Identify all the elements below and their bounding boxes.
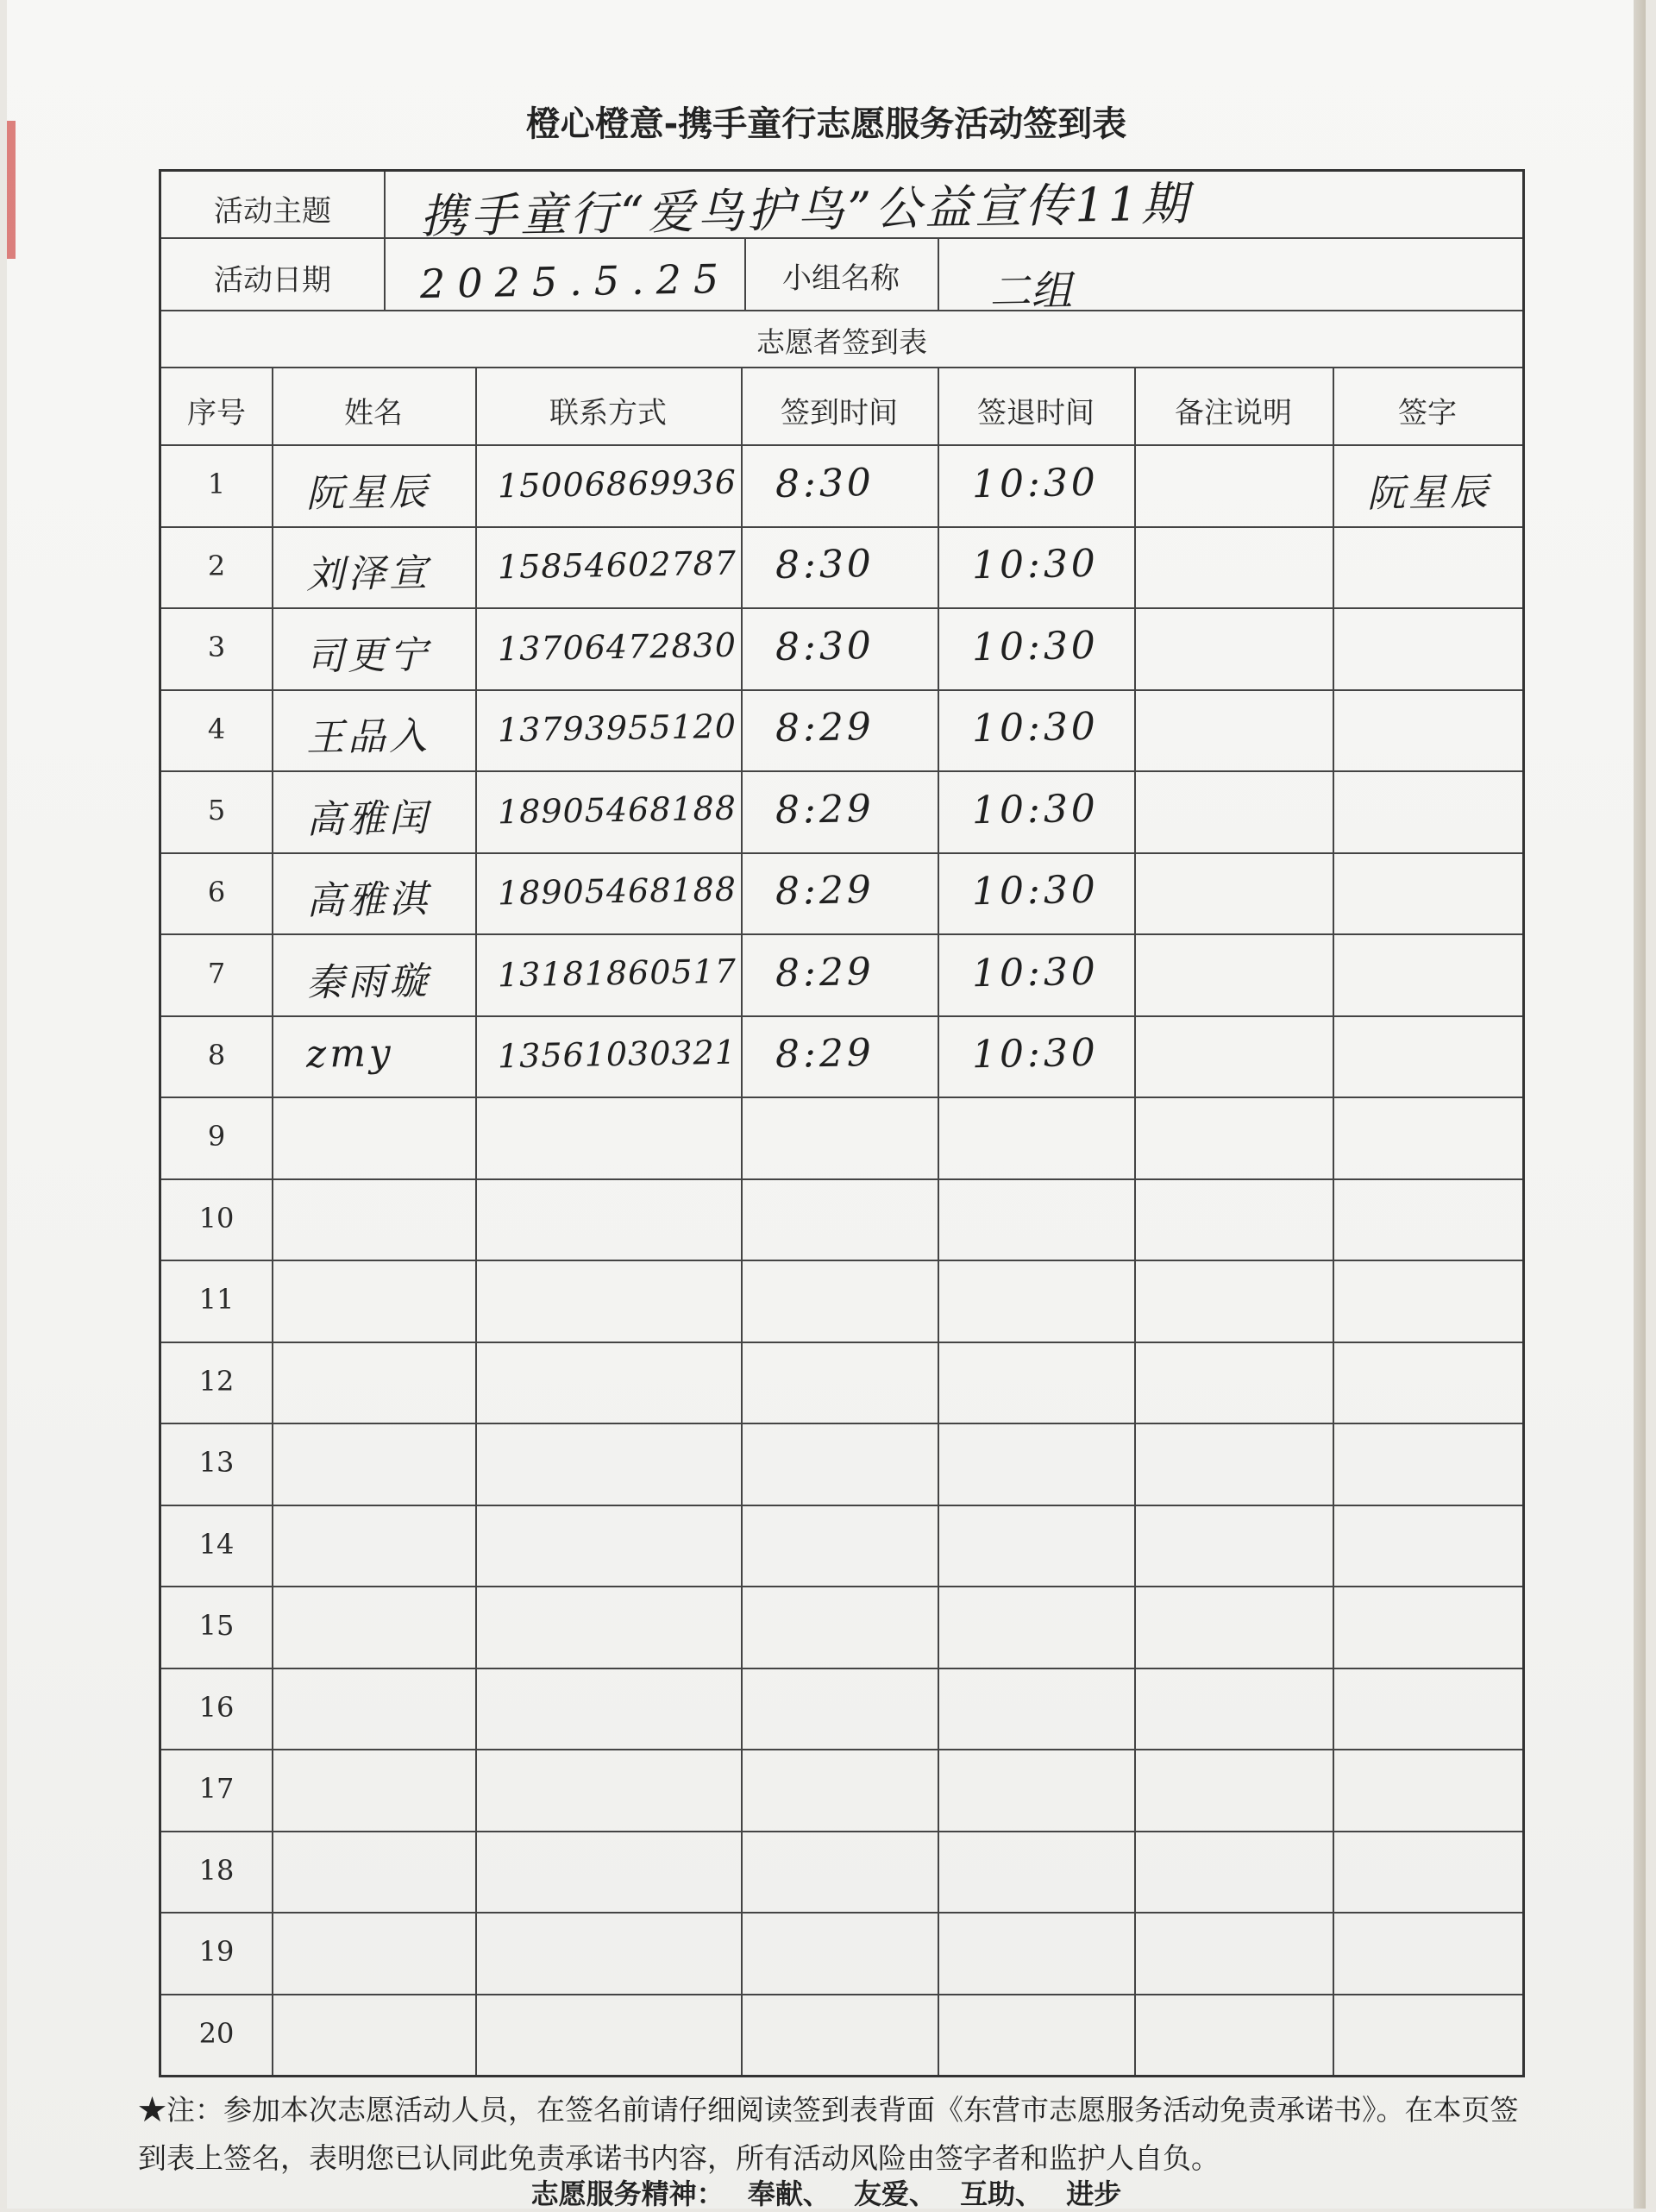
- row-number: 6: [207, 875, 226, 908]
- row-number: 16: [198, 1690, 235, 1724]
- col-divider: [938, 367, 939, 2075]
- date-value: 2025.5.25: [419, 255, 731, 308]
- check-out-time: 10:30: [971, 949, 1100, 996]
- row-number: 20: [198, 2016, 235, 2050]
- row-divider: [161, 444, 1522, 446]
- row-number: 3: [207, 631, 226, 664]
- col-divider: [938, 237, 939, 310]
- row-divider: [161, 1097, 1522, 1098]
- column-header: 备注说明: [1175, 396, 1292, 430]
- check-in-time: 8:30: [775, 460, 875, 506]
- row-number: 12: [198, 1364, 235, 1398]
- row-number: 10: [198, 1201, 235, 1235]
- row-divider: [161, 607, 1522, 609]
- row-divider: [161, 1749, 1522, 1750]
- check-in-time: 8:29: [775, 705, 875, 751]
- row-divider: [161, 1342, 1522, 1343]
- row-divider: [161, 1912, 1522, 1914]
- row-divider: [161, 1994, 1522, 1995]
- row-number: 7: [207, 957, 226, 990]
- col-divider: [1333, 367, 1334, 2075]
- row-number: 5: [207, 794, 226, 827]
- volunteer-name: zmy: [305, 1031, 395, 1078]
- column-header: 签退时间: [977, 396, 1095, 430]
- check-in-time: 8:29: [775, 868, 875, 914]
- col-divider: [384, 172, 386, 310]
- sign-in-table: [159, 169, 1525, 2077]
- volunteer-phone: 15854602787: [497, 544, 737, 587]
- row-divider: [161, 1423, 1522, 1424]
- col-divider: [272, 367, 273, 2075]
- volunteer-phone: 13561030321: [497, 1033, 737, 1076]
- volunteer-phone: 13793955120: [497, 707, 737, 750]
- check-in-time: 8:30: [775, 542, 875, 588]
- volunteer-phone: 18905468188: [497, 870, 737, 913]
- volunteer-name: 阮星辰: [305, 469, 431, 517]
- volunteer-name: 高雅闰: [305, 795, 431, 843]
- check-out-time: 10:30: [971, 868, 1100, 914]
- volunteer-name: 司更宁: [305, 632, 431, 680]
- spirit-item: 互助、: [960, 2177, 1044, 2210]
- col-divider: [475, 367, 477, 2075]
- signature: 阮星辰: [1366, 469, 1492, 517]
- sheet-title: 橙心橙意-携手童行志愿服务活动签到表: [525, 104, 1127, 144]
- spirit-item: 奉献、: [747, 2177, 831, 2210]
- check-in-time: 8:29: [775, 1031, 875, 1078]
- group-label: 小组名称: [782, 261, 900, 296]
- row-number: 17: [198, 1772, 235, 1806]
- check-out-time: 10:30: [971, 623, 1100, 670]
- section-title: 志愿者签到表: [756, 325, 927, 359]
- row-number: 11: [198, 1283, 235, 1317]
- row-divider: [161, 1668, 1522, 1669]
- row-divider: [161, 1260, 1522, 1261]
- row-number: 9: [207, 1120, 226, 1153]
- spirit-label: 志愿服务精神：: [530, 2177, 724, 2210]
- volunteer-name: 秦雨璇: [305, 958, 431, 1006]
- volunteer-phone: 13706472830: [497, 625, 737, 669]
- row-number: 2: [207, 549, 226, 582]
- row-divider: [161, 310, 1522, 311]
- volunteer-name: 高雅淇: [305, 877, 431, 924]
- check-out-time: 10:30: [971, 786, 1100, 833]
- row-divider: [161, 1505, 1522, 1506]
- check-in-time: 8:29: [775, 949, 875, 996]
- row-number: 19: [198, 1935, 235, 1969]
- theme-label: 活动主题: [214, 194, 331, 229]
- check-out-time: 10:30: [971, 542, 1100, 588]
- row-number: 4: [207, 712, 226, 745]
- row-number: 15: [198, 1609, 235, 1643]
- check-out-time: 10:30: [971, 1031, 1100, 1078]
- col-divider: [1134, 367, 1136, 2075]
- volunteer-phone: 13181860517: [497, 952, 737, 995]
- row-number: 14: [198, 1527, 235, 1561]
- paper-edge-shadow: [1634, 0, 1646, 2209]
- theme-value: 携手童行“爱鸟护鸟”公益宣传11期: [419, 176, 1192, 244]
- row-divider: [161, 933, 1522, 935]
- volunteer-phone: 15006869936: [497, 462, 737, 506]
- column-header: 签字: [1398, 396, 1457, 430]
- volunteer-spirit: [7, 2172, 1646, 2212]
- row-number: 1: [207, 468, 226, 501]
- volunteer-name: 刘泽宣: [305, 551, 431, 598]
- row-divider: [161, 1015, 1522, 1017]
- spirit-item: 进步: [1066, 2177, 1122, 2210]
- col-divider: [741, 367, 743, 2075]
- row-divider: [161, 689, 1522, 691]
- check-in-time: 8:29: [775, 786, 875, 833]
- row-number: 13: [198, 1446, 235, 1480]
- check-out-time: 10:30: [971, 460, 1100, 507]
- column-header: 联系方式: [549, 396, 667, 430]
- date-label: 活动日期: [214, 263, 331, 298]
- sign-in-sheet: [7, 0, 1646, 2209]
- volunteer-phone: 18905468188: [497, 789, 737, 832]
- column-header: 签到时间: [781, 396, 898, 430]
- row-divider: [161, 1586, 1522, 1587]
- row-divider: [161, 1831, 1522, 1832]
- volunteer-name: 王品入: [305, 714, 431, 761]
- check-out-time: 10:30: [971, 705, 1100, 751]
- row-number: 8: [207, 1038, 226, 1071]
- group-value: 二组: [988, 267, 1073, 317]
- row-divider: [161, 367, 1522, 368]
- row-divider: [161, 770, 1522, 772]
- spirit-item: 友爱、: [853, 2177, 937, 2210]
- column-header: 序号: [187, 396, 246, 430]
- check-in-time: 8:30: [775, 623, 875, 669]
- disclaimer-note: ★注：参加本次志愿活动人员，在签名前请仔细阅读签到表背面《东营市志愿服务活动免责承诺书》。在本页签到表上签名，表明您已认同此免责承诺书内容，所有活动风险由签字者和监护人自负。: [138, 2093, 1519, 2175]
- row-number: 18: [198, 1853, 235, 1887]
- column-header: 姓名: [344, 396, 403, 430]
- row-divider: [161, 1178, 1522, 1180]
- row-divider: [161, 526, 1522, 528]
- row-divider: [161, 852, 1522, 854]
